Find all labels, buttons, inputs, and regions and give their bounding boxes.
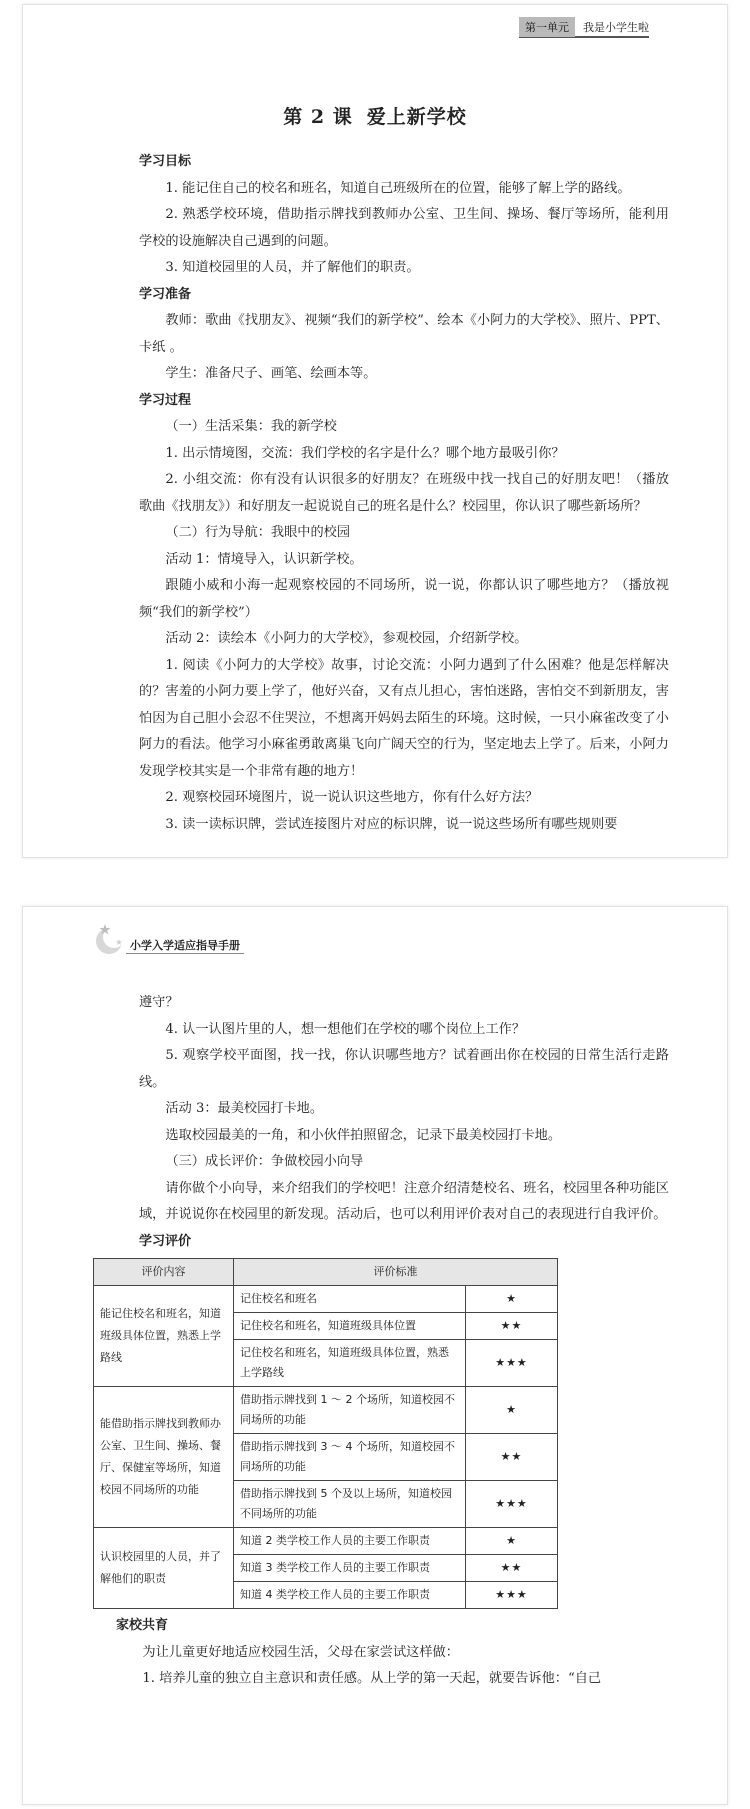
star-rating-cell: ★★★ bbox=[466, 1481, 558, 1528]
table-header-content: 评价内容 bbox=[94, 1259, 234, 1286]
lesson-name: 爱上新学校 bbox=[366, 106, 467, 128]
section-heading: 家校共育 bbox=[116, 1618, 169, 1633]
running-header bbox=[93, 919, 293, 959]
evaluation-content-cell: 认识校园里的人员，并了解他们的职责 bbox=[94, 1528, 234, 1609]
evaluation-criteria-cell: 记住校名和班名，知道班级具体位置，熟悉上学路线 bbox=[234, 1340, 466, 1387]
evaluation-criteria-cell: 记住校名和班名 bbox=[234, 1286, 466, 1313]
paragraph: 活动 1：情境导入，认识新学校。 bbox=[165, 551, 363, 567]
paragraph: 教师：歌曲《找朋友》、视频“我们的新学校”、绘本《小阿力的大学校》、照片、PPT、卡纸 。 bbox=[139, 313, 669, 355]
page-1-body bbox=[139, 149, 669, 838]
evaluation-table bbox=[93, 1258, 558, 1609]
star-rating-cell: ★ bbox=[466, 1387, 558, 1434]
paragraph: 活动 3：最美校园打卡地。 bbox=[165, 1101, 324, 1116]
paragraph: 3. 读一读标识牌，尝试连接图片对应的标识牌，说一说这些场所有哪些规则要 bbox=[165, 816, 618, 832]
paragraph: 1. 阅读《小阿力的大学校》故事，讨论交流：小阿力遇到了什么困难？他是怎样解决的？害羞的小阿力要上学了，他好兴奋，又有点儿担心，害怕迷路，害怕交不到新朋友，害怕因为自己胆小会忍不住哭泣，不想离开妈妈去陌生的环境。这时候，一只小麻雀改变了小阿力的看法。他学习小麻雀勇敢离巢飞向广阔天空的行为，坚定地去上学了。后来，小阿力发现学校其实是一个非常有趣的地方！ bbox=[139, 657, 669, 779]
section-heading: 学习准备 bbox=[139, 286, 192, 302]
paragraph: （一）生活采集：我的新学校 bbox=[165, 419, 337, 434]
table-row bbox=[94, 1387, 558, 1434]
unit-tag: 第一单元 bbox=[519, 17, 575, 37]
table-header-row bbox=[94, 1259, 558, 1286]
paragraph: （三）成长评价：争做校园小向导 bbox=[165, 1154, 364, 1169]
paragraph: 选取校园最美的一角，和小伙伴拍照留念，记录下最美校园打卡地。 bbox=[165, 1127, 562, 1143]
evaluation-content-cell: 能借助指示牌找到教师办公室、卫生间、操场、餐厅、保健室等场所，知道校园不同场所的功能 bbox=[94, 1387, 234, 1528]
section-heading: 学习过程 bbox=[139, 392, 192, 408]
paragraph: 活动 2：读绘本《小阿力的大学校》，参观校园，介绍新学校。 bbox=[165, 631, 528, 646]
evaluation-criteria-cell: 知道 4 类学校工作人员的主要工作职责 bbox=[234, 1582, 466, 1609]
paragraph: 4. 认一认图片里的人，想一想他们在学校的哪个岗位上工作？ bbox=[165, 1021, 526, 1037]
home-school-section bbox=[116, 1613, 646, 1693]
table-row bbox=[94, 1286, 558, 1313]
paragraph: 5. 观察学校平面图，找一找，你认识哪些地方？试着画出你在校园的日常生活行走路线。 bbox=[139, 1048, 669, 1090]
star-rating-cell: ★★★ bbox=[466, 1582, 558, 1609]
paragraph: 2. 小组交流：你有没有认识很多的好朋友？在班级中找一找自己的好朋友吧！（播放歌曲《找朋友》）和好朋友一起说说自己的班名是什么？校园里，你认识了哪些新场所？ bbox=[139, 472, 669, 514]
paragraph: 2. 观察校园环境图片，说一说认识这些地方，你有什么好方法？ bbox=[165, 790, 539, 805]
paragraph: 跟随小威和小海一起观察校园的不同场所，说一说，你都认识了哪些地方？（播放视频“我们的新学校”） bbox=[139, 578, 669, 620]
handbook-title: 小学入学适应指导手册 bbox=[126, 937, 244, 954]
star-rating-cell: ★ bbox=[466, 1286, 558, 1313]
evaluation-criteria-cell: 借助指示牌找到 1 ～ 2 个场所，知道校园不同场所的功能 bbox=[234, 1387, 466, 1434]
evaluation-criteria-cell: 借助指示牌找到 3 ～ 4 个场所，知道校园不同场所的功能 bbox=[234, 1434, 466, 1481]
star-rating-cell: ★ bbox=[466, 1528, 558, 1555]
lesson-title bbox=[23, 102, 727, 129]
paragraph: 1. 能记住自己的校名和班名，知道自己班级所在的位置，能够了解上学的路线。 bbox=[165, 180, 631, 196]
star-rating-cell: ★★ bbox=[466, 1313, 558, 1340]
star-rating-cell: ★★ bbox=[466, 1555, 558, 1582]
evaluation-criteria-cell: 知道 3 类学校工作人员的主要工作职责 bbox=[234, 1555, 466, 1582]
table-row bbox=[94, 1528, 558, 1555]
paragraph: 1. 培养儿童的独立自主意识和责任感。从上学的第一天起，就要告诉他：“自己 bbox=[142, 1671, 602, 1686]
paragraph: 3. 知道校园里的人员，并了解他们的职责。 bbox=[165, 260, 420, 275]
paragraph: 为让儿童更好地适应校园生活，父母在家尝试这样做： bbox=[142, 1644, 459, 1660]
paragraph: 2. 熟悉学校环境，借助指示牌找到教师办公室、卫生间、操场、餐厅等场所，能利用学校的设施解决自己遇到的问题。 bbox=[139, 207, 669, 249]
paragraph: 遵守？ bbox=[139, 995, 179, 1010]
page-1 bbox=[22, 4, 728, 858]
evaluation-criteria-cell: 记住校名和班名，知道班级具体位置 bbox=[234, 1313, 466, 1340]
running-header bbox=[519, 18, 649, 38]
evaluation-criteria-cell: 知道 2 类学校工作人员的主要工作职责 bbox=[234, 1528, 466, 1555]
paragraph: （二）行为导航：我眼中的校园 bbox=[165, 525, 351, 540]
evaluation-criteria-cell: 借助指示牌找到 5 个及以上场所，知道校园不同场所的功能 bbox=[234, 1481, 466, 1528]
table-header-criteria: 评价标准 bbox=[234, 1259, 558, 1286]
paragraph: 1. 出示情境图，交流：我们学校的名字是什么？哪个地方最吸引你？ bbox=[165, 445, 565, 461]
evaluation-content-cell: 能记住校名和班名，知道班级具体位置，熟悉上学路线 bbox=[94, 1286, 234, 1387]
section-heading: 学习目标 bbox=[139, 154, 192, 169]
unit-name: 我是小学生啦 bbox=[583, 21, 649, 34]
paragraph: 学生：准备尺子、画笔、绘画本等。 bbox=[165, 366, 377, 381]
star-rating-cell: ★★★ bbox=[466, 1340, 558, 1387]
page-2-body bbox=[139, 990, 669, 1255]
section-heading: 学习评价 bbox=[139, 1233, 192, 1249]
paragraph: 请你做个小向导，来介绍我们的学校吧！注意介绍清楚校名、班名，校园里各种功能区域，并说说你在校园里的新发现。活动后，也可以利用评价表对自己的表现进行自我评价。 bbox=[139, 1180, 669, 1222]
star-rating-cell: ★★ bbox=[466, 1434, 558, 1481]
lesson-number: 第 2 课 bbox=[283, 106, 353, 128]
